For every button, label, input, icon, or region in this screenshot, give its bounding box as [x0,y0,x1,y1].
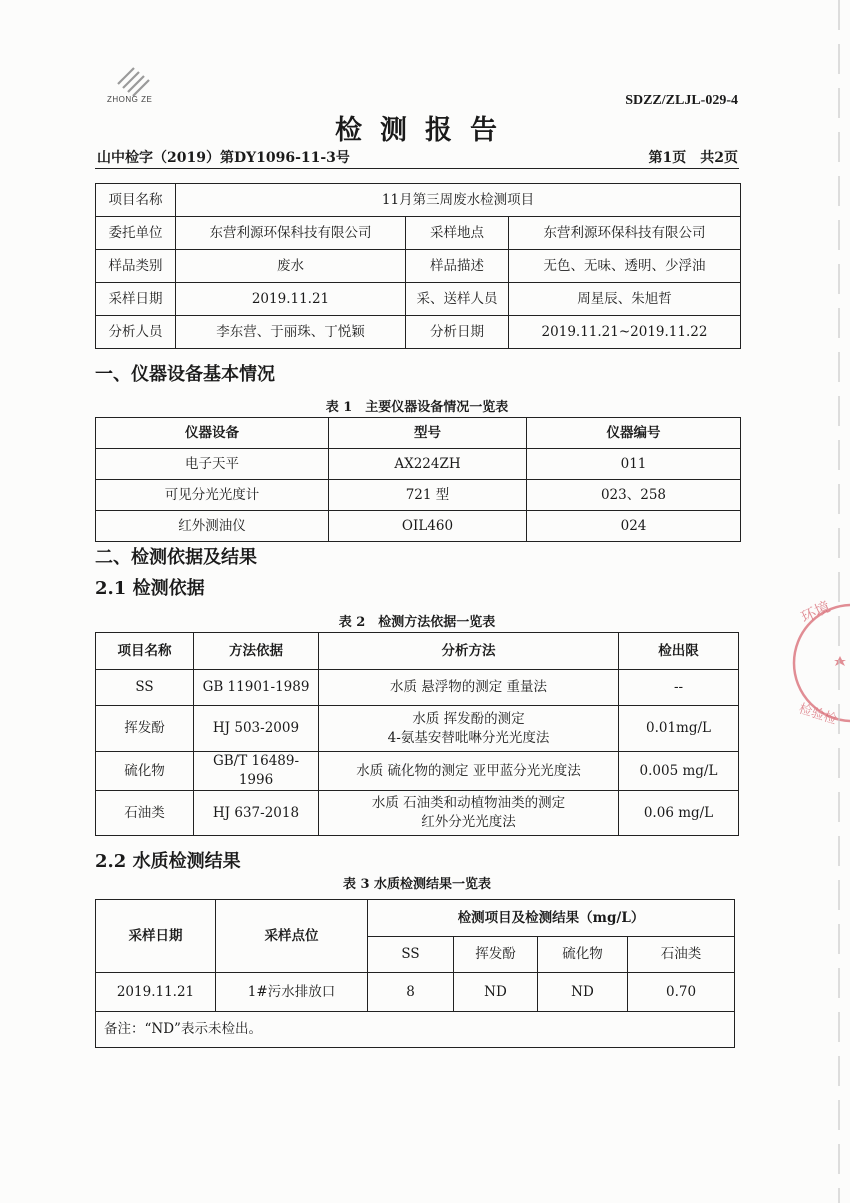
info-table [95,183,741,349]
table-cell: GB/T 16489-1996 [194,752,319,791]
table-cell: 红外测油仪 [96,511,329,542]
page-info: 第1页 共2页 [648,150,738,166]
table-cell: 0.70 [628,973,735,1012]
table-cell: HJ 503-2009 [194,706,319,752]
table-row [96,283,741,316]
table-row [96,1012,735,1048]
column-header: 检出限 [619,633,739,670]
table-row [96,449,741,480]
table-cell: AX224ZH [329,449,527,480]
page-title: 检测报告 [335,115,515,146]
table-row [96,670,739,706]
table-caption: 表 1 主要仪器设备情况一览表 [325,400,509,415]
method-line: 红外分光光度法 [421,814,516,830]
table-cell: HJ 637-2018 [194,791,319,836]
table-cell: 电子天平 [96,449,329,480]
column-header: 仪器设备 [96,418,329,449]
info-label: 采样日期 [96,283,176,316]
table-cell: 8 [368,973,454,1012]
table-cell: 024 [527,511,741,542]
info-value: 废水 [176,250,406,283]
table-row [96,418,741,449]
column-header: 检测项目及检测结果（mg/L） [368,900,735,937]
table-cell: 0.01mg/L [619,706,739,752]
table-row [96,900,735,937]
table-cell: 硫化物 [538,937,628,973]
info-label: 委托单位 [96,217,176,250]
column-header: 采样日期 [96,900,216,973]
table-cell: 0.06 mg/L [619,791,739,836]
info-value: 周星辰、朱旭哲 [509,283,741,316]
info-value: 无色、无味、透明、少浮油 [509,250,741,283]
table-cell: 水质 硫化物的测定 亚甲蓝分光光度法 [319,752,619,791]
table-cell: 721 型 [329,480,527,511]
method-line: 水质 挥发酚的测定 [412,710,525,727]
table-cell [319,791,619,836]
table-cell: 1#污水排放口 [216,973,368,1012]
column-header: 分析方法 [319,633,619,670]
table-cell: SS [96,670,194,706]
table-cell: GB 11901-1989 [194,670,319,706]
info-label: 项目名称 [96,184,176,217]
seal-text: 检验检 [796,701,839,728]
column-header: 项目名称 [96,633,194,670]
table-row [96,184,741,217]
info-value: 东营利源环保科技有限公司 [176,217,406,250]
method-table [95,632,739,836]
table-cell: 可见分光光度计 [96,480,329,511]
table-cell: 2019.11.21 [96,973,216,1012]
info-value: 2019.11.21~2019.11.22 [509,316,741,349]
table-cell: 石油类 [96,791,194,836]
equipment-table [95,417,741,542]
table-row [96,791,739,836]
table-cell: OIL460 [329,511,527,542]
table-cell: 石油类 [628,937,735,973]
table-row [96,752,739,791]
info-label: 分析人员 [96,316,176,349]
method-line: 4-氨基安替吡啉分光光度法 [387,729,550,746]
header-rule [95,168,739,169]
column-header: 仪器编号 [527,418,741,449]
section-heading: 一、仪器设备基本情况 [95,364,275,385]
scan-edge [834,0,844,1203]
table-cell: 挥发酚 [454,937,538,973]
info-value: 李东营、于丽珠、丁悦颖 [176,316,406,349]
table-row [96,633,739,670]
column-header: 型号 [329,418,527,449]
table-row [96,511,741,542]
info-label: 采、送样人员 [406,283,509,316]
info-label: 样品类别 [96,250,176,283]
subsection-heading: 2.2 水质检测结果 [95,851,241,872]
table-cell: ND [454,973,538,1012]
report-number: 山中检字（2019）第DY1096-11-3号 [97,150,350,166]
table-cell: 挥发酚 [96,706,194,752]
info-label: 采样地点 [406,217,509,250]
info-value: 2019.11.21 [176,283,406,316]
results-table [95,899,735,1048]
table-cell: 水质 悬浮物的测定 重量法 [319,670,619,706]
info-value: 东营利源环保科技有限公司 [509,217,741,250]
table-cell: 硫化物 [96,752,194,791]
seal-text: 环境 [798,597,833,627]
table-cell: SS [368,937,454,973]
table-row [96,217,741,250]
table-cell: ND [538,973,628,1012]
table-row [96,480,741,511]
table-caption: 表 3 水质检测结果一览表 [342,877,492,892]
table-cell: 0.005 mg/L [619,752,739,791]
note-cell: 备注：“ND”表示未检出。 [96,1012,735,1048]
table-row [96,250,741,283]
info-label: 分析日期 [406,316,509,349]
table-row [96,706,739,752]
table-cell: 011 [527,449,741,480]
table-caption: 表 2 检测方法依据一览表 [338,615,496,630]
logo-text: ZHONG ZE [107,95,153,104]
method-line: 水质 石油类和动植物油类的测定 [371,795,566,811]
column-header: 采样点位 [216,900,368,973]
table-cell: -- [619,670,739,706]
table-row [96,973,735,1012]
section-heading: 二、检测依据及结果 [95,547,257,568]
subsection-heading: 2.1 检测依据 [95,578,205,599]
document-number: SDZZ/ZLJL-029-4 [625,93,738,108]
info-value: 11月第三周废水检测项目 [176,184,741,217]
table-row [96,316,741,349]
info-label: 样品描述 [406,250,509,283]
column-header: 方法依据 [194,633,319,670]
table-cell [319,706,619,752]
table-cell: 023、258 [527,480,741,511]
